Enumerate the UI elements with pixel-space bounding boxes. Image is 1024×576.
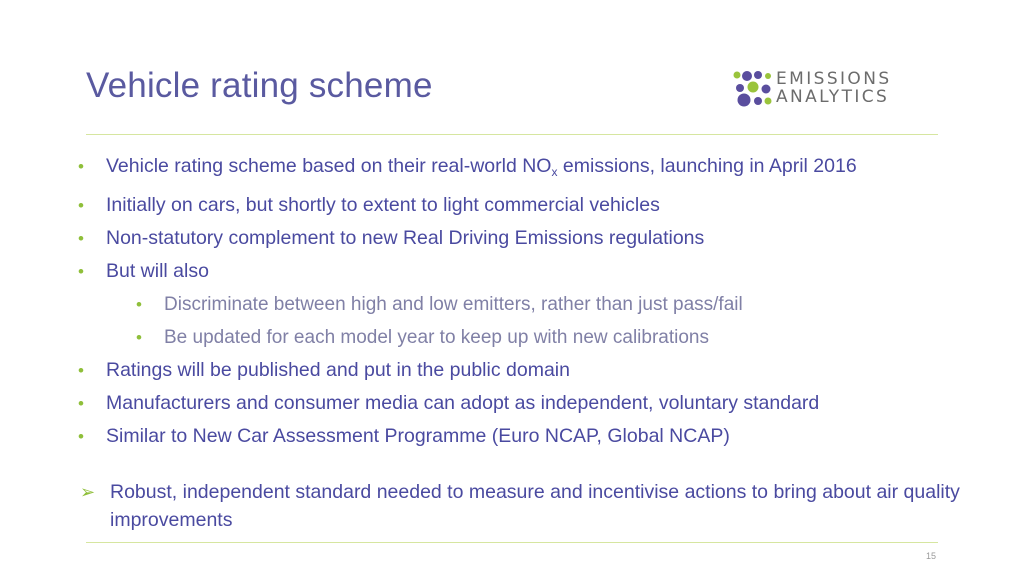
bullet-text-continued: emissions, launching in April 2016 (557, 155, 857, 177)
bullet-marker-icon: • (78, 361, 84, 380)
bullet-item (78, 420, 857, 453)
bullet-marker-icon: • (78, 394, 84, 413)
bullet-text: Manufacturers and consumer media can adopt as independent, voluntary standard (106, 392, 820, 414)
bullet-text: Discriminate between high and low emitters, rather than just pass/fail (164, 294, 743, 315)
logo-dots-icon (732, 70, 774, 110)
bullet-item (78, 387, 857, 420)
bullet-text: Ratings will be published and put in the public domain (106, 359, 570, 381)
sub-bullet-item (78, 288, 857, 321)
bullet-item (78, 255, 857, 288)
arrow-bullet-icon: ➢ (80, 482, 96, 502)
bullet-marker-icon: • (78, 427, 84, 446)
sub-bullet-item (78, 321, 857, 354)
bullet-marker-icon: • (78, 229, 84, 248)
bullet-text: Similar to New Car Assessment Programme (Euro NCAP, Global NCAP) (106, 425, 730, 447)
bullet-marker-icon: • (78, 157, 84, 176)
bullet-text: Vehicle rating scheme based on their real-world NO (106, 155, 552, 177)
bottom-divider (86, 542, 938, 543)
bullet-list (78, 150, 857, 453)
bullet-item (78, 354, 857, 387)
bullet-text: Initially on cars, but shortly to extent to light commercial vehicles (106, 194, 660, 216)
bullet-text: Non-statutory complement to new Real Driving Emissions regulations (106, 227, 705, 249)
bullet-marker-icon: • (78, 262, 84, 281)
bullet-marker-icon: • (136, 328, 142, 347)
logo-line-2: ANALYTICS (776, 87, 890, 107)
bullet-item (78, 189, 857, 222)
bullet-marker-icon: • (78, 196, 84, 215)
bullet-subscript: x (551, 165, 558, 179)
logo-line-1: EMISSIONS (776, 69, 892, 89)
bullet-text: Be updated for each model year to keep up with new calibrations (164, 327, 709, 348)
page-number: 15 (925, 551, 936, 561)
logo-wordmark (776, 70, 892, 106)
bullet-item (78, 150, 857, 189)
conclusion-text: Robust, independent standard needed to measure and incentivise actions to bring about air quality improvements (110, 481, 960, 531)
emissions-analytics-logo (732, 70, 942, 110)
top-divider (86, 134, 938, 135)
conclusion-statement (80, 478, 970, 534)
bullet-text: But will also (106, 260, 209, 282)
slide-title: Vehicle rating scheme (86, 66, 433, 105)
bullet-item (78, 222, 857, 255)
bullet-marker-icon: • (136, 295, 142, 314)
